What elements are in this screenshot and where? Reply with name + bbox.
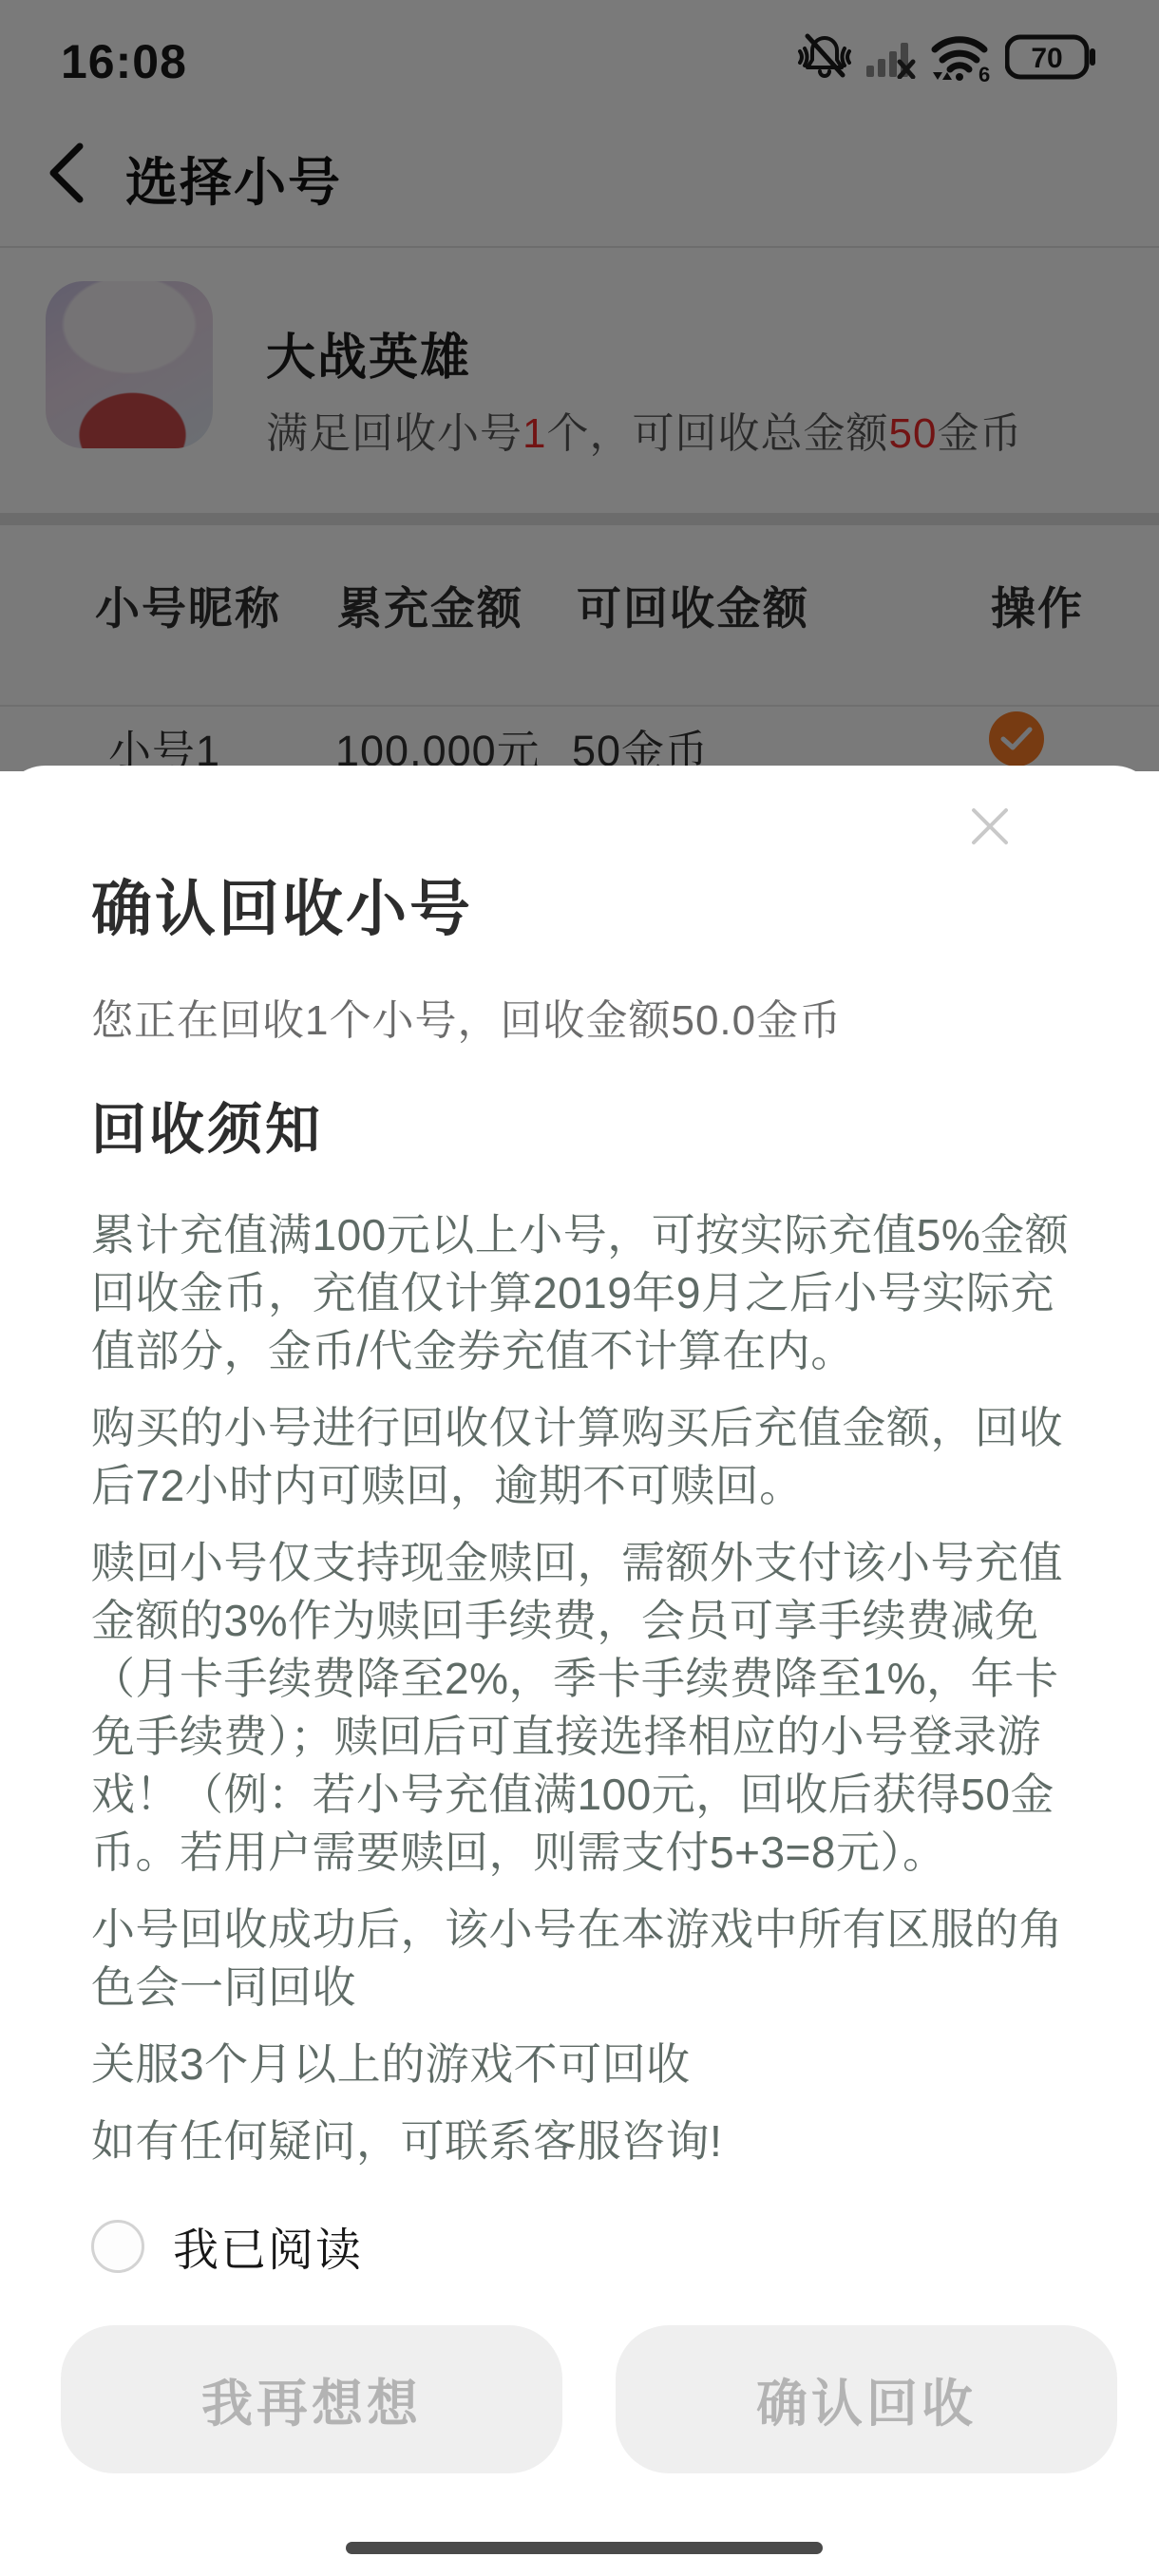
notice-paragraph: 小号回收成功后，该小号在本游戏中所有区服的角色会一同回收 xyxy=(91,1904,1063,2012)
modal-close-button[interactable] xyxy=(960,796,1020,857)
notice-paragraph: 累计充值满100元以上小号，可按实际充值5%金额回收金币，充值仅计算2019年9月之后小号实际充值部分，金币/代金券充值不计算在内。 xyxy=(91,1210,1070,1375)
cancel-button[interactable]: 我再想想 xyxy=(61,2325,562,2473)
agree-row xyxy=(91,2213,363,2279)
confirm-recycle-modal xyxy=(0,766,1159,2576)
home-indicator-bar[interactable] xyxy=(346,2542,823,2554)
notice-paragraph: 购买的小号进行回收仅计算购买后充值金额，回收后72小时内可赎回，逾期不可赎回。 xyxy=(91,1403,1063,1510)
modal-title: 确认回收小号 xyxy=(91,875,473,943)
agree-checkbox[interactable] xyxy=(91,2220,144,2273)
modal-summary: 您正在回收1个小号，回收金额50.0金币 xyxy=(91,997,843,1044)
notice-section-title: 回收须知 xyxy=(91,1099,324,1161)
notice-paragraph: 赎回小号仅支持现金赎回，需额外支付该小号充值金额的3%作为赎回手续费，会员可享手续费减免（月卡手续费降至2%，季卡手续费降至1%，年卡免手续费）；赎回后可直接选择相应的小号登录游戏！（例：若小号充值满100元，回收后获得50金币。若用户需要赎回，则需支付5+3=8元）。 xyxy=(91,1538,1063,1877)
notice-paragraphs xyxy=(91,1206,1074,2189)
agree-label: 我已阅读 xyxy=(173,2226,364,2276)
notice-paragraph: 如有任何疑问，可联系客服咨询! xyxy=(91,2116,723,2166)
dim-overlay[interactable] xyxy=(0,0,1159,771)
close-icon xyxy=(968,805,1012,848)
confirm-recycle-button[interactable]: 确认回收 xyxy=(616,2325,1117,2473)
notice-paragraph: 关服3个月以上的游戏不可回收 xyxy=(91,2039,691,2089)
